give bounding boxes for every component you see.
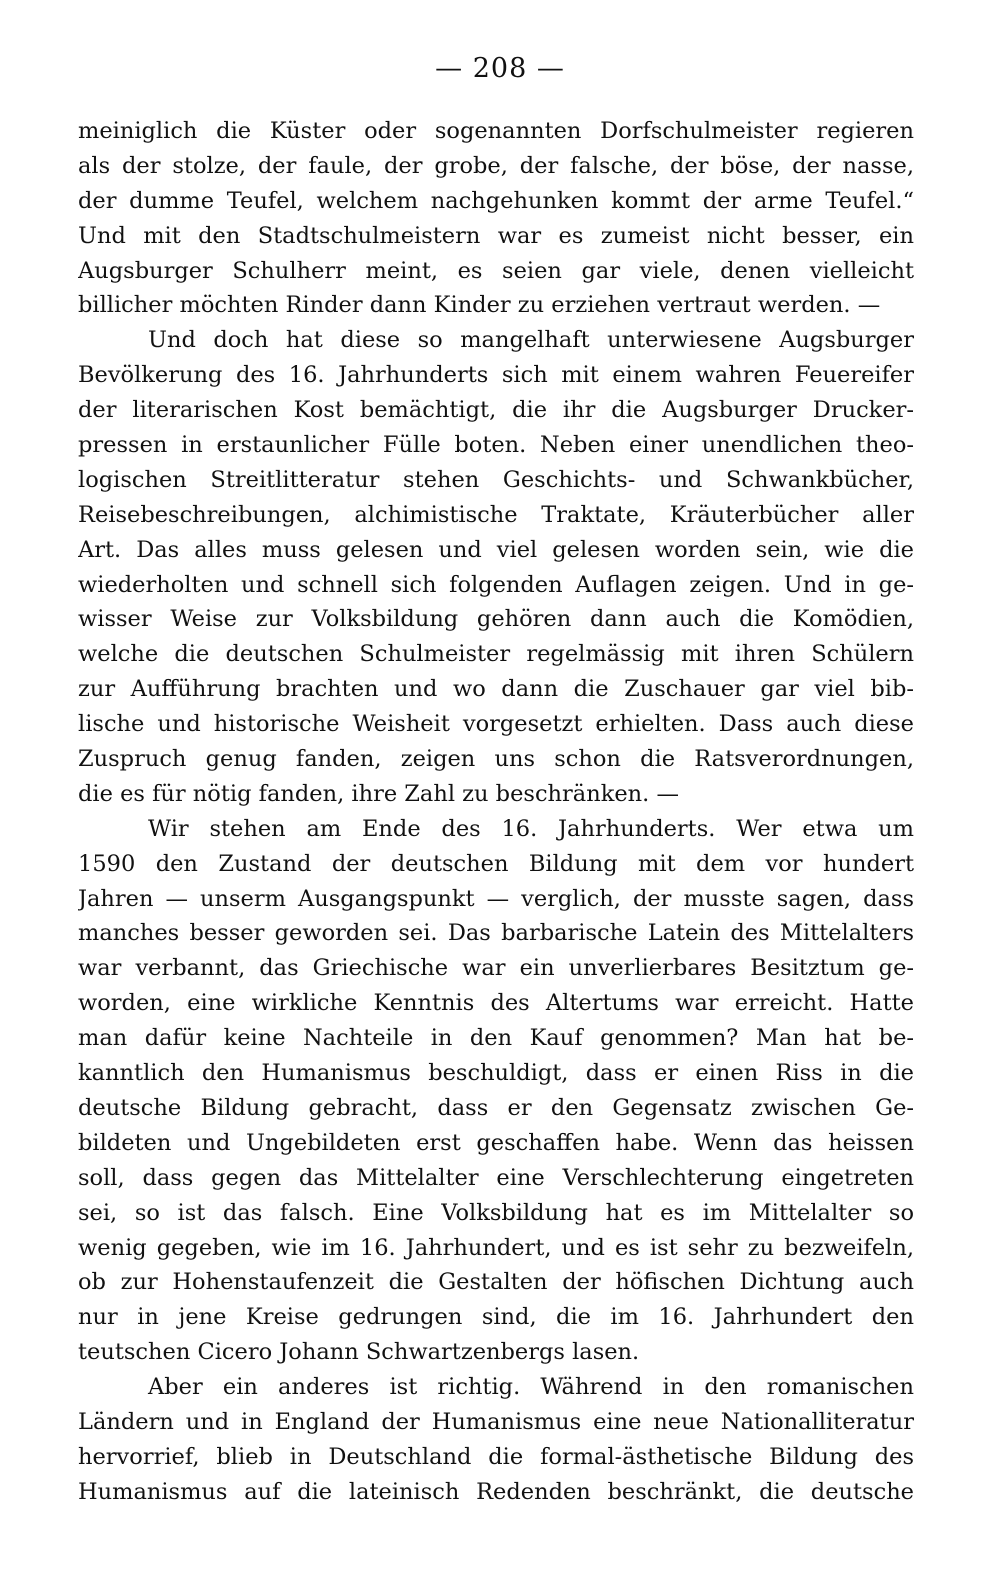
text-line: billicher möchten Rinder dann Kinder zu erziehen vertraut werden. — bbox=[78, 292, 881, 319]
text-line: als der stolze, der faule, der grobe, der falsche, der böse, der nasse, bbox=[78, 152, 914, 179]
text-line: meiniglich die Küster oder sogenannten Dorfschulmeister regieren bbox=[78, 118, 914, 144]
text-line: welche die deutschen Schulmeister regelmässig mit ihren Schülern bbox=[78, 641, 914, 668]
text-line: Aber ein anderes ist richtig. Während in den romanischen bbox=[148, 1374, 914, 1401]
text-line: Art. Das alles muss gelesen und viel gelesen worden sein, wie die bbox=[78, 536, 914, 563]
text-line: worden, eine wirkliche Kenntnis des Altertums war erreicht. Hatte bbox=[78, 990, 914, 1017]
text-line: Wir stehen am Ende des 16. Jahrhunderts. Wer etwa um bbox=[148, 815, 914, 842]
text-line: deutsche Bildung gebracht, dass er den Gegensatz zwischen Ge- bbox=[78, 1094, 914, 1121]
text-line: logischen Streitlitteratur stehen Geschichts- und Schwankbücher, bbox=[78, 466, 914, 493]
body-text bbox=[78, 114, 914, 1510]
text-line: teutschen Cicero Johann Schwartzenbergs lasen. bbox=[78, 1339, 640, 1366]
text-line: Bevölkerung des 16. Jahrhunderts sich mit einem wahren Feuereifer bbox=[78, 362, 914, 389]
text-line: 1590 den Zustand der deutschen Bildung mit dem vor hundert bbox=[78, 850, 914, 877]
text-line: Zuspruch genug fanden, zeigen uns schon die Ratsverordnungen, bbox=[78, 746, 914, 773]
text-line: nur in jene Kreise gedrungen sind, die im 16. Jahrhundert den bbox=[78, 1304, 914, 1331]
text-line: Und doch hat diese so mangelhaft unterwiesene Augsburger bbox=[148, 327, 914, 354]
text-line: sei, so ist das falsch. Eine Volksbildung hat es im Mittelalter so bbox=[78, 1199, 914, 1226]
text-line: Ländern und in England der Humanismus eine neue Nationalliteratur bbox=[78, 1408, 914, 1435]
text-line: Humanismus auf die lateinisch Redenden beschränkt, die deutsche bbox=[78, 1478, 914, 1505]
text-line: war verbannt, das Griechische war ein unverlierbares Besitztum ge- bbox=[78, 955, 914, 982]
text-line: kanntlich den Humanismus beschuldigt, dass er einen Riss in die bbox=[78, 1060, 914, 1087]
text-line: manches besser geworden sei. Das barbarische Latein des Mittelalters bbox=[78, 920, 914, 947]
text-line: Und mit den Stadtschulmeistern war es zumeist nicht besser, ein bbox=[78, 222, 914, 249]
text-line: man dafür keine Nachteile in den Kauf genommen? Man hat be- bbox=[78, 1025, 914, 1052]
text-line: zur Aufführung brachten und wo dann die Zuschauer gar viel bib- bbox=[78, 676, 914, 703]
text-line: die es für nötig fanden, ihre Zahl zu beschränken. — bbox=[78, 780, 679, 807]
text-line: soll, dass gegen das Mittelalter eine Verschlechterung eingetreten bbox=[78, 1164, 914, 1191]
text-line: der literarischen Kost bemächtigt, die ihr die Augsburger Drucker- bbox=[78, 397, 914, 424]
text-line: Jahren — unserm Ausgangspunkt — verglich, der musste sagen, dass bbox=[78, 885, 914, 912]
text-line: hervorrief, blieb in Deutschland die formal-ästhetische Bildung des bbox=[78, 1443, 914, 1470]
text-line: bildeten und Ungebildeten erst geschaffen habe. Wenn das heissen bbox=[78, 1129, 914, 1156]
text-line: wiederholten und schnell sich folgenden Auflagen zeigen. Und in ge- bbox=[78, 571, 914, 598]
page-number: — 208 — bbox=[435, 53, 565, 84]
text-line: ob zur Hohenstaufenzeit die Gestalten der höfischen Dichtung auch bbox=[78, 1269, 914, 1296]
text-line: Reisebeschreibungen, alchimistische Traktate, Kräuterbücher aller bbox=[78, 501, 914, 528]
text-line: wenig gegeben, wie im 16. Jahrhundert, und es ist sehr zu bezweifeln, bbox=[78, 1234, 914, 1261]
text-line: lische und historische Weisheit vorgesetzt erhielten. Dass auch diese bbox=[78, 711, 914, 738]
text-line: pressen in erstaunlicher Fülle boten. Neben einer unendlichen theo- bbox=[78, 432, 914, 459]
text-line: wisser Weise zur Volksbildung gehören dann auch die Komödien, bbox=[78, 606, 914, 633]
text-line: Augsburger Schulherr meint, es seien gar viele, denen vielleicht bbox=[78, 257, 914, 284]
text-line: der dumme Teufel, welchem nachgehunken kommt der arme Teufel.“ bbox=[78, 187, 914, 214]
